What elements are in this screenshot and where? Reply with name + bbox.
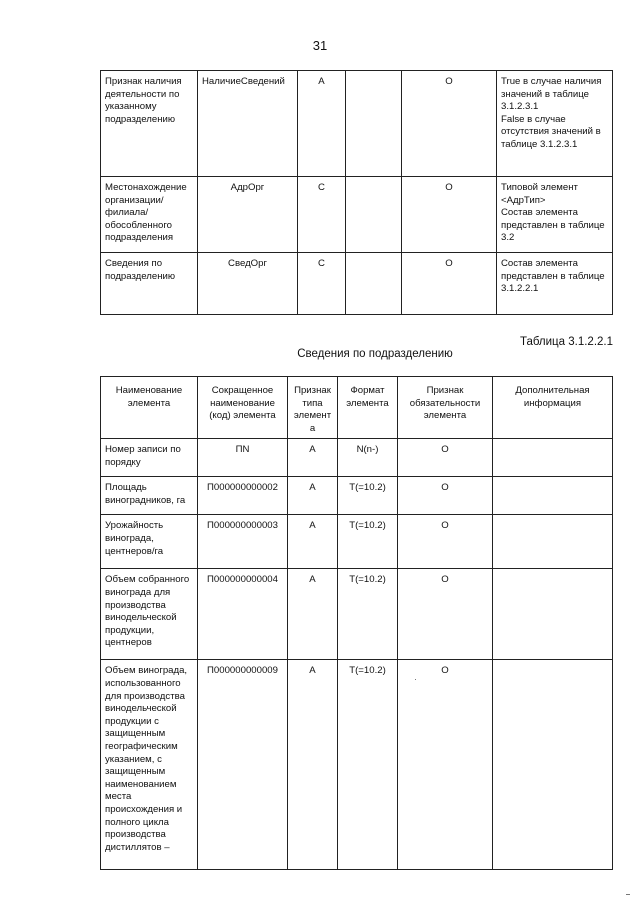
element-code-cell: СведОрг	[198, 253, 298, 315]
element-format-cell	[346, 71, 402, 177]
element-name-cell: Объем винограда, использованного для производства винодельческой продукции с защищенным географическим указанием, с защищенным наименованием места происхождения и полного цикла производства дистиллятов –	[101, 660, 198, 870]
element-format-cell: T(=10.2)	[338, 660, 398, 870]
element-code-cell: П000000000002	[198, 477, 288, 515]
element-name-cell: Площадь виноградников, га	[101, 477, 198, 515]
element-format-cell: N(n-)	[338, 439, 398, 477]
element-required-cell: О	[398, 439, 493, 477]
table-row	[101, 569, 613, 660]
scan-speck	[626, 894, 630, 895]
element-type-cell: А	[288, 439, 338, 477]
table-number: Таблица 3.1.2.2.1	[519, 336, 613, 348]
header-name: Наименование элемента	[101, 377, 198, 439]
element-format-cell: T(=10.2)	[338, 515, 398, 569]
element-type-cell: А	[288, 569, 338, 660]
scan-speck	[415, 679, 416, 680]
element-info-cell: Состав элемента представлен в таблице 3.1.2.2.1	[497, 253, 613, 315]
element-format-cell: T(=10.2)	[338, 477, 398, 515]
table-row	[101, 515, 613, 569]
element-required-cell: О	[402, 253, 497, 315]
elements-table-continued	[100, 70, 613, 315]
element-info-cell: Типовой элемент <АдрТип> Состав элемента представлен в таблице 3.2	[497, 177, 613, 253]
element-info-cell	[493, 515, 613, 569]
element-code-cell: НаличиеСведений	[198, 71, 298, 177]
table-row	[101, 177, 613, 253]
table-title: Сведения по подразделению	[297, 348, 453, 360]
header-format: Формат элемента	[338, 377, 398, 439]
element-code-cell: П000000000009	[198, 660, 288, 870]
header-type: Признак типа элемента	[288, 377, 338, 439]
subdivision-info-table	[100, 376, 613, 870]
element-type-cell: С	[298, 177, 346, 253]
element-type-cell: А	[288, 660, 338, 870]
element-info-cell	[493, 477, 613, 515]
header-code: Сокращенное наименование (код) элемента	[198, 377, 288, 439]
element-code-cell: ПN	[198, 439, 288, 477]
header-info: Дополнительная информация	[493, 377, 613, 439]
table-header-row	[101, 377, 613, 439]
element-name-cell: Сведения по подразделению	[101, 253, 198, 315]
element-info-cell	[493, 439, 613, 477]
element-name-cell: Номер записи по порядку	[101, 439, 198, 477]
page-number: 31	[312, 38, 328, 53]
element-type-cell: А	[288, 477, 338, 515]
element-info-cell	[493, 569, 613, 660]
element-name-cell: Урожайность винограда, центнеров/га	[101, 515, 198, 569]
element-format-cell	[346, 177, 402, 253]
element-format-cell	[346, 253, 402, 315]
element-required-cell: О	[402, 177, 497, 253]
element-info-cell	[493, 660, 613, 870]
header-required: Признак обязательности элемента	[398, 377, 493, 439]
element-name-cell: Признак наличия деятельности по указанному подразделению	[101, 71, 198, 177]
element-required-cell: О	[398, 477, 493, 515]
element-name-cell: Объем собранного винограда для производства винодельческой продукции, центнеров	[101, 569, 198, 660]
element-required-cell: О	[402, 71, 497, 177]
element-type-cell: А	[298, 71, 346, 177]
element-info-cell: True в случае наличия значений в таблице 3.1.2.3.1 False в случае отсутствия значений в таблице 3.1.2.3.1	[497, 71, 613, 177]
element-required-cell: О	[398, 660, 493, 870]
element-code-cell: П000000000003	[198, 515, 288, 569]
element-required-cell: О	[398, 515, 493, 569]
table-row	[101, 253, 613, 315]
table-row	[101, 439, 613, 477]
element-code-cell: П000000000004	[198, 569, 288, 660]
element-type-cell: С	[298, 253, 346, 315]
element-required-cell: О	[398, 569, 493, 660]
table-row	[101, 660, 613, 870]
element-format-cell: T(=10.2)	[338, 569, 398, 660]
element-code-cell: АдрОрг	[198, 177, 298, 253]
table-row	[101, 71, 613, 177]
element-name-cell: Местонахождение организации/ филиала/ обособленного подразделения	[101, 177, 198, 253]
table-row	[101, 477, 613, 515]
element-type-cell: А	[288, 515, 338, 569]
